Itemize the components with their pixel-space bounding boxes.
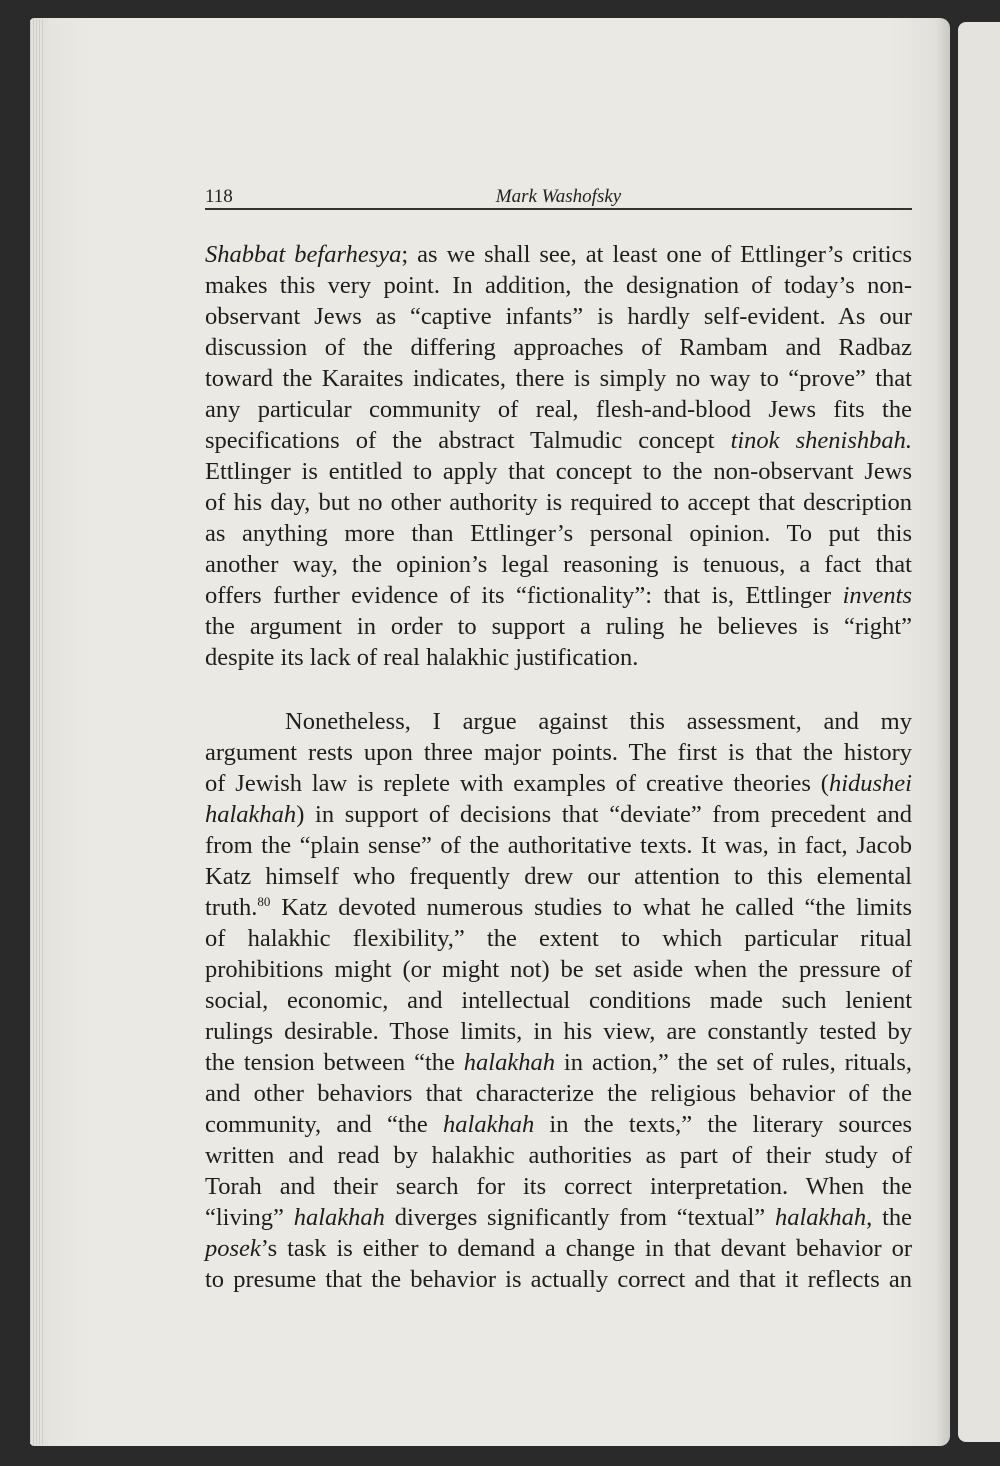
text-segment: written and read by halakhic authorities as part of their study of: [205, 1142, 912, 1169]
text-segment: social, economic, and intellectual conditions made such lenient: [205, 987, 912, 1014]
text-line: [205, 985, 912, 1016]
text-line: [205, 1264, 912, 1295]
text-segment: “living”: [205, 1204, 294, 1231]
text-segment: prohibitions might (or might not) be set aside when the pressure of: [205, 956, 912, 983]
text-line: [205, 549, 912, 580]
italic-term: posek: [205, 1235, 261, 1262]
text-line: [205, 706, 912, 737]
text-segment: Ettlinger is entitled to apply that concept to the non-observant Jews: [205, 458, 912, 485]
text-segment: Katz devoted numerous studies to what he called “the limits: [270, 894, 912, 921]
text-segment: of halakhic flexibility,” the extent to which particular ritual: [205, 925, 912, 952]
text-line: [205, 239, 912, 270]
text-segment: as anything more than Ettlinger’s personal opinion. To put this: [205, 520, 912, 547]
text-line: [205, 1016, 912, 1047]
text-segment: and other behaviors that characterize the religious behavior of the: [205, 1080, 912, 1107]
text-line: [205, 737, 912, 768]
italic-term: halakhah: [463, 1049, 555, 1076]
text-segment: argument rests upon three major points. The first is that the history: [205, 739, 912, 766]
page-stack-edge: [30, 20, 44, 1444]
italic-term: hidushei: [828, 770, 912, 797]
text-segment: ’s task is either to demand a change in that devant behavior or: [260, 1235, 912, 1262]
text-line: [205, 1171, 912, 1202]
italic-term: tinok shenishbah.: [730, 427, 912, 454]
text-line: [205, 1047, 912, 1078]
text-line: [205, 425, 912, 456]
text-line: [205, 332, 912, 363]
italic-term: halakhah: [443, 1111, 535, 1138]
text-segment: the argument in order to support a ruling he believes is “right”: [205, 613, 912, 640]
paragraph: [205, 706, 912, 1295]
text-segment: Katz himself who frequently drew our attention to this elemental: [205, 863, 912, 890]
text-line: [205, 799, 912, 830]
footnote-reference[interactable]: 80: [257, 894, 271, 909]
running-head-author: Mark Washofsky: [495, 186, 622, 207]
text-line: [205, 642, 912, 673]
text-line: [205, 580, 912, 611]
text-segment: to presume that the behavior is actually correct and that it reflects an: [205, 1266, 912, 1293]
text-segment: offers further evidence of its “fictionality”: that is, Ettlinger: [205, 582, 843, 609]
text-segment: ) in support of decisions that “deviate” from precedent and: [296, 801, 912, 828]
running-header: [205, 186, 912, 210]
italic-term: invents: [842, 582, 912, 609]
italic-term: Shabbat befarhesya: [205, 241, 402, 268]
text-line: [205, 830, 912, 861]
text-segment: rulings desirable. Those limits, in his view, are constantly tested by: [205, 1018, 912, 1045]
italic-term: halakhah: [205, 801, 297, 828]
text-line: [205, 954, 912, 985]
text-segment: despite its lack of real halakhic justification.: [205, 644, 639, 671]
text-line: [205, 1109, 912, 1140]
paragraph-gap: [205, 673, 912, 706]
text-segment: discussion of the differing approaches of Rambam and Radbaz: [205, 334, 912, 361]
text-segment: in action,” the set of rules, rituals,: [554, 1049, 912, 1076]
text-segment: of Jewish law is replete with examples of creative theories (: [205, 770, 829, 797]
text-line: [205, 923, 912, 954]
text-segment: diverges significantly from “textual”: [384, 1204, 775, 1231]
facing-page-edge: [958, 22, 1000, 1442]
text-segment: specifications of the abstract Talmudic concept: [205, 427, 731, 454]
text-segment: from the “plain sense” of the authoritative texts. It was, in fact, Jacob: [205, 832, 912, 859]
text-segment: observant Jews as “captive infants” is hardly self-evident. As our: [205, 303, 912, 330]
text-line: [205, 1078, 912, 1109]
text-segment: in the texts,” the literary sources: [534, 1111, 912, 1138]
text-segment: community, and “the: [205, 1111, 444, 1138]
text-line: [205, 363, 912, 394]
text-segment: Torah and their search for its correct interpretation. When the: [205, 1173, 912, 1200]
text-line: [205, 768, 912, 799]
paragraph: [205, 239, 912, 673]
text-line: [205, 1233, 912, 1264]
text-line: [205, 1140, 912, 1171]
text-line: [205, 394, 912, 425]
text-line: [205, 301, 912, 332]
text-line: [205, 892, 912, 923]
text-line: [205, 611, 912, 642]
italic-term: halakhah: [293, 1204, 385, 1231]
text-line: [205, 487, 912, 518]
page-number: 118: [205, 186, 233, 207]
text-segment: makes this very point. In addition, the designation of today’s non-: [205, 272, 912, 299]
text-line: [205, 861, 912, 892]
text-segment: Nonetheless, I argue against this assessment, and my: [285, 708, 912, 735]
text-segment: of his day, but no other authority is required to accept that description: [205, 489, 912, 516]
text-line: [205, 518, 912, 549]
text-line: [205, 270, 912, 301]
text-segment: the tension between “the: [205, 1049, 464, 1076]
text-segment: toward the Karaites indicates, there is simply no way to “prove” that: [205, 365, 912, 392]
text-segment: ; as we shall see, at least one of Ettlinger’s critics: [401, 241, 912, 268]
text-segment: truth.: [205, 894, 258, 921]
text-line: [205, 1202, 912, 1233]
body-text: [205, 239, 912, 1295]
text-segment: , the: [866, 1204, 913, 1231]
text-segment: another way, the opinion’s legal reasoning is tenuous, a fact that: [205, 551, 912, 578]
text-segment: any particular community of real, flesh-and-blood Jews fits the: [205, 396, 912, 423]
text-line: [205, 456, 912, 487]
italic-term: halakhah: [774, 1204, 867, 1231]
